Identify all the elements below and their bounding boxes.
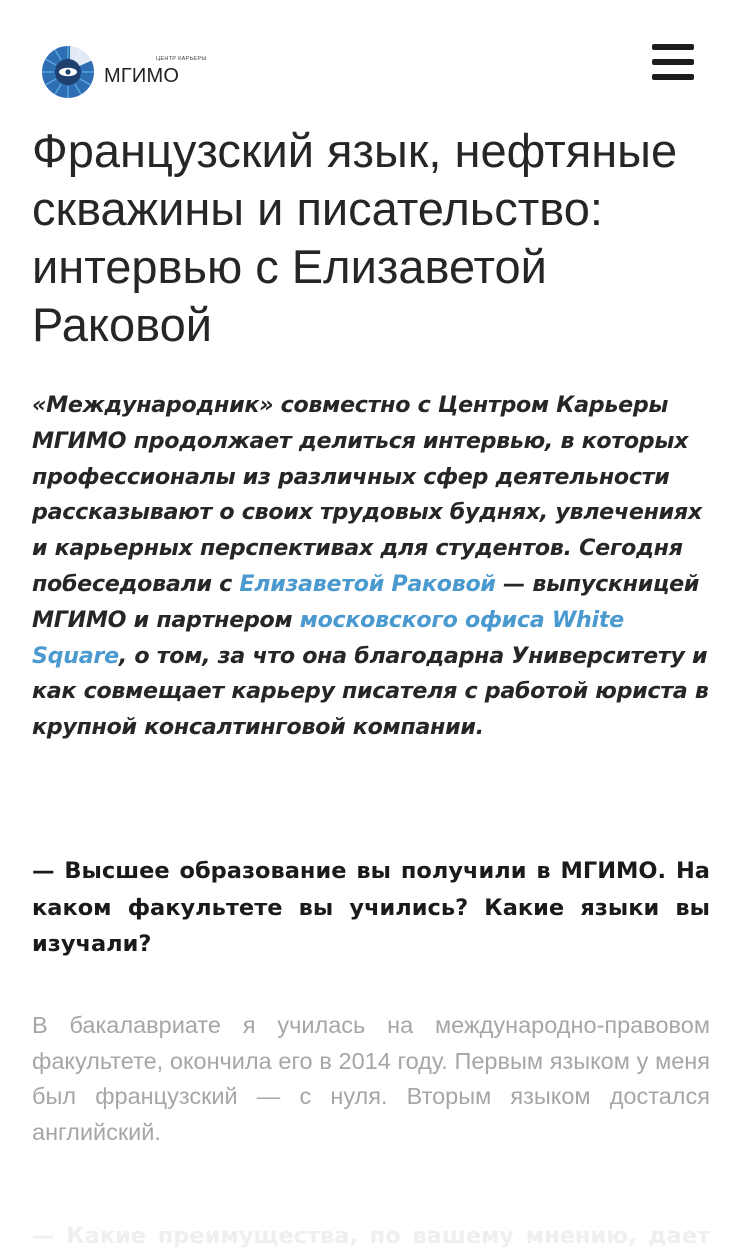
logo-emblem-icon [40,44,96,100]
lead-text-3: , о том, за что она благодарна Университету и как совмещает карьеру писателя с работой юриста в крупной консалтинговой компании. [32,642,709,741]
hamburger-menu-icon[interactable] [650,44,696,82]
mgimo-career-center-logo[interactable] [40,44,207,100]
article-lead [32,388,712,746]
logo-wordmark: МГИМО [104,65,180,87]
interview-question-2: — Какие преимущества, по вашему мнению, дает [32,1223,710,1249]
lead-text-2: — выпускницей МГИМО и партнером [32,570,700,633]
interview-question-1: — Высшее образование вы получили в МГИМО. На каком факультете вы учились? Какие языки вы изучали? [32,858,710,957]
person-link[interactable]: Елизаветой Раковой [239,570,496,597]
article-title: Французский язык, нефтяные скважины и писательство: интервью с Елизаветой Раковой [32,124,678,351]
menu-bar-bottom [652,74,694,80]
lead-text-1: «Международник» совместно с Центром Карьеры МГИМО продолжает делиться интервью, в которых профессионалы из различных сфер деятельности рассказывают о своих трудовых буднях, увлечениях и карьерных перспективах для студентов. Сегодня побеседовали с [32,392,702,597]
interview-answer-1: В бакалавриате я училась на международно-правовом факультете, окончила его в 2014 году. Первым языком у меня был французский — с нуля. Вторым языком достался английский. [32,1012,710,1145]
company-office-link[interactable]: московского офиса White Square [32,606,624,669]
site-header [0,0,740,120]
menu-bar-middle [652,59,694,65]
menu-bar-top [652,44,694,50]
logo-caption: ЦЕНТР КАРЬЕРЫ [156,56,207,62]
